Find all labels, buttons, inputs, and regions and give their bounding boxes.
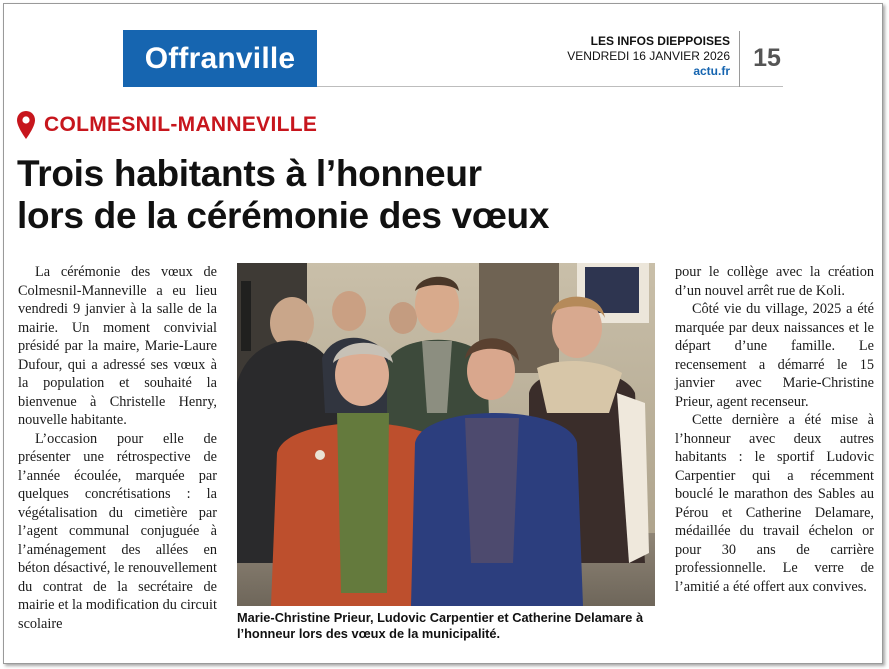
paragraph: pour le collège avec la création d’un nouvel arrêt rue de Koli. bbox=[675, 264, 874, 299]
article-column-1 bbox=[18, 263, 217, 633]
headline-line-2: lors de la cérémonie des vœux bbox=[17, 195, 550, 236]
article-photo bbox=[237, 263, 655, 606]
paragraph: L’occasion pour elle de présenter une rétrospective de l’année écoulée, marquée par quelques concrétisations : la végétalisation du cimetière par l’agent communal conjuguée à l’aménagement des allées en béton désactivé, le renouvellement du contrat de la secrétaire de mairie et la modification du circuit scolaire bbox=[18, 430, 217, 632]
paragraph: Cette dernière a été mise à l’honneur avec deux autres habitants : le sportif Ludovic Carpentier qui a récemment bouclé le marathon des Sables au Pérou et Catherine Delamare, médaillée du travail échelon or pour 30 ans de carrière professionnelle. Le verre de l’amitié a été offert aux convives. bbox=[675, 412, 874, 595]
location-bar bbox=[16, 110, 317, 140]
page-number: 15 bbox=[753, 44, 781, 72]
photo-caption: Marie-Christine Prieur, Ludovic Carpentier et Catherine Delamare à l’honneur lors des vœux de la municipalité. bbox=[237, 610, 644, 641]
header-divider bbox=[739, 31, 740, 87]
headline-line-1: Trois habitants à l’honneur bbox=[17, 153, 482, 194]
headline bbox=[17, 153, 549, 237]
section-tag bbox=[123, 30, 317, 87]
paragraph: La cérémonie des vœux de Colmesnil-Manneville a eu lieu vendredi 9 janvier à la salle de la mairie. Un moment convivial présidé par la maire, Marie-Laure Dufour, qui a adressé ses vœux à la population et souhaité la bienvenue à Christelle Henry, nouvelle habitante. bbox=[18, 264, 217, 428]
location-name: COLMESNIL-MANNEVILLE bbox=[44, 113, 318, 136]
article-column-3 bbox=[675, 263, 874, 596]
newspaper-name: LES INFOS DIEPPOISES bbox=[590, 34, 730, 48]
section-title: Offranville bbox=[144, 41, 296, 75]
header-rule bbox=[317, 86, 783, 87]
paragraph: Côté vie du village, 2025 a été marquée par deux naissances et le départ d’une famille. Le recensement a démarré le 15 janvier avec Marie-Christine Prieur, agent recenseur. bbox=[675, 301, 874, 410]
group-photo-image bbox=[237, 263, 655, 606]
website-link[interactable]: actu.fr bbox=[693, 64, 730, 78]
publication-date: VENDREDI 16 JANVIER 2026 bbox=[567, 49, 730, 63]
masthead bbox=[540, 34, 730, 79]
location-pin-icon bbox=[16, 110, 36, 140]
